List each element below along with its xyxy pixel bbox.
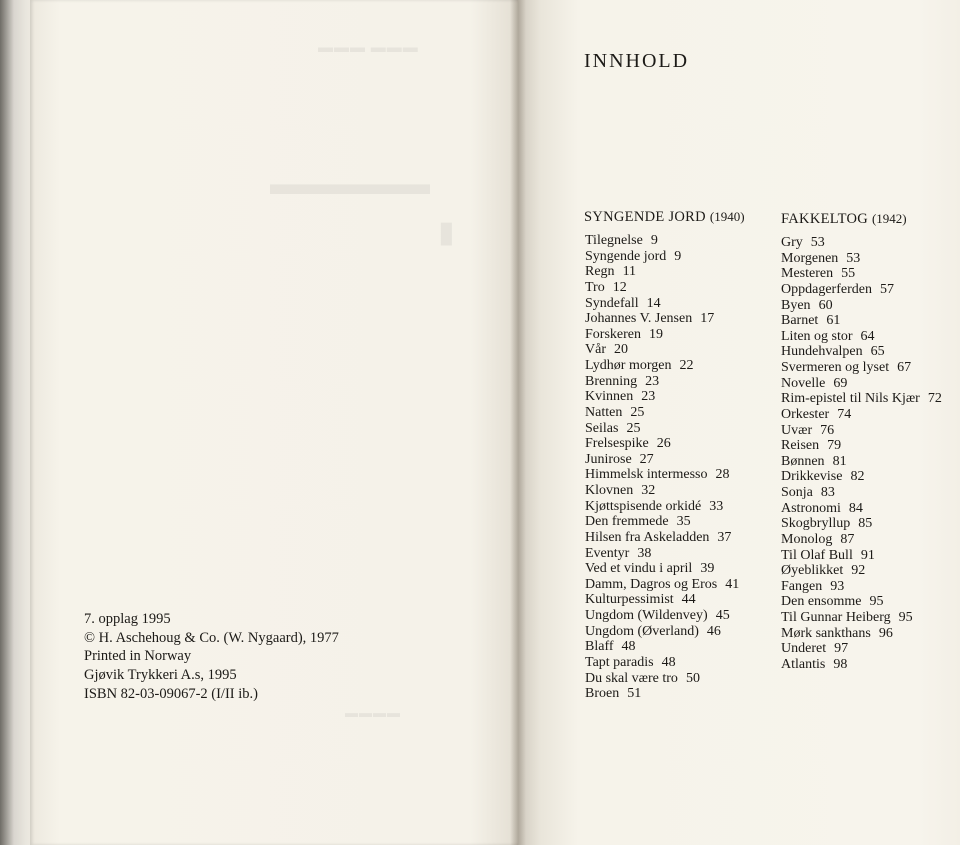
entry-title: Oppdagerferden <box>781 281 872 297</box>
entry-title: Liten og stor <box>781 328 853 344</box>
colophon-line: ISBN 82-03-09067-2 (I/II ib.) <box>84 685 258 702</box>
toc-entry <box>781 438 942 454</box>
toc-entry <box>585 592 739 608</box>
toc-entry <box>781 391 942 407</box>
entry-title: Syndefall <box>585 295 639 311</box>
toc-entry <box>585 280 739 296</box>
toc-entry <box>585 421 739 437</box>
entry-title: Morgenen <box>781 250 839 266</box>
entry-title: Tilegnelse <box>585 233 643 248</box>
entry-page-number: 87 <box>840 531 855 547</box>
contents-title: INNHOLD <box>584 50 690 72</box>
toc-entry <box>585 436 739 452</box>
entry-page-number: 57 <box>879 281 894 297</box>
entry-title: Seilas <box>585 420 619 436</box>
entry-page-number: 45 <box>715 608 730 623</box>
toc-entry <box>781 501 942 517</box>
entry-page-number: 95 <box>898 610 913 625</box>
entry-title: Regn <box>585 264 615 280</box>
entry-page-number: 33 <box>709 498 724 514</box>
entry-page-number: 32 <box>641 483 656 498</box>
entry-page-number: 41 <box>725 576 740 592</box>
entry-title: Himmelsk intermesso <box>585 467 708 483</box>
entry-page-number: 11 <box>622 264 637 280</box>
toc-entry <box>585 358 739 374</box>
entry-title: Kulturpessimist <box>585 592 674 608</box>
toc-entry <box>781 251 942 267</box>
toc-entry <box>585 561 739 577</box>
entry-title: Mørk sankthans <box>781 625 871 641</box>
entry-title: Natten <box>585 404 623 420</box>
entry-page-number: 25 <box>630 404 645 420</box>
toc-entry <box>585 452 739 468</box>
entry-page-number: 79 <box>827 438 842 454</box>
entry-title: Frelsespike <box>585 436 649 452</box>
entry-title: Brenning <box>585 373 638 389</box>
entry-title: Ungdom (Øverland) <box>585 623 699 639</box>
entry-page-number: 85 <box>858 516 873 532</box>
entry-title: Ungdom (Wildenvey) <box>585 608 708 623</box>
entry-page-number: 83 <box>820 485 835 500</box>
entry-page-number: 27 <box>639 451 654 467</box>
entry-title: Bønnen <box>781 453 825 469</box>
entry-page-number: 64 <box>860 328 875 344</box>
entry-page-number: 12 <box>612 279 627 295</box>
toc-entry <box>585 639 739 655</box>
entry-page-number: 61 <box>826 313 841 329</box>
toc-entry <box>781 282 942 298</box>
entry-page-number: 26 <box>656 436 671 452</box>
colophon-line: Gjøvik Trykkeri A.s, 1995 <box>84 667 237 684</box>
entry-page-number: 28 <box>715 467 730 483</box>
toc-entry <box>585 327 739 343</box>
toc-entry <box>585 233 739 249</box>
toc-entry <box>585 655 739 671</box>
toc-entry <box>781 298 942 314</box>
entry-title: Tapt paradis <box>585 654 654 670</box>
toc-entry <box>781 376 942 392</box>
section-title: FAKKELTOG <box>781 211 869 227</box>
entry-title: Junirose <box>585 451 632 467</box>
entry-page-number: 93 <box>830 578 845 594</box>
entry-page-number: 37 <box>717 529 732 545</box>
colophon <box>84 610 339 704</box>
colophon-line: © H. Aschehoug & Co. (W. Nygaard), 1977 <box>84 629 339 646</box>
colophon-line: 7. opplag 1995 <box>84 611 171 627</box>
toc-entry <box>781 344 942 360</box>
toc-entry <box>781 266 942 282</box>
entry-title: Underet <box>781 641 827 657</box>
entry-title: Byen <box>781 297 811 313</box>
entry-title: Fangen <box>781 578 823 594</box>
entry-title: Orkester <box>781 406 830 422</box>
entry-title: Du skal være tro <box>585 670 678 686</box>
entry-title: Til Gunnar Heiberg <box>781 610 891 625</box>
entry-title: Skogbryllup <box>781 516 851 532</box>
toc-entry <box>781 548 942 564</box>
toc-entry <box>585 389 739 405</box>
entry-page-number: 96 <box>878 625 893 641</box>
entry-page-number: 25 <box>626 420 641 436</box>
entry-page-number: 53 <box>846 250 861 266</box>
toc-entry <box>585 374 739 390</box>
entry-page-number: 35 <box>676 514 691 530</box>
entry-page-number: 48 <box>621 639 636 655</box>
entry-page-number: 44 <box>681 592 696 608</box>
entry-page-number: 39 <box>700 561 715 577</box>
toc-entry <box>585 671 739 687</box>
toc-entry <box>781 532 942 548</box>
entry-title: Blaff <box>585 639 614 655</box>
entry-page-number: 9 <box>650 233 658 248</box>
toc-entry <box>781 485 942 501</box>
entry-page-number: 72 <box>927 391 942 407</box>
entry-title: Monolog <box>781 531 833 547</box>
section-heading <box>584 209 745 226</box>
entry-title: Novelle <box>781 375 826 391</box>
entry-title: Hilsen fra Askeladden <box>585 529 710 545</box>
entry-title: Broen <box>585 686 620 702</box>
toc-entry <box>585 264 739 280</box>
toc-entry <box>585 499 739 515</box>
entry-page-number: 23 <box>641 389 656 405</box>
colophon-line: Printed in Norway <box>84 648 192 665</box>
entry-page-number: 53 <box>810 235 825 250</box>
entry-title: Rim-epistel til Nils Kjær <box>781 391 920 407</box>
toc-entry <box>585 546 739 562</box>
entry-page-number: 81 <box>832 453 847 469</box>
toc-entry <box>781 423 942 439</box>
entry-page-number: 50 <box>685 670 700 686</box>
entry-title: Den fremmede <box>585 514 669 530</box>
toc-entry <box>585 342 739 358</box>
entry-title: Astronomi <box>781 500 841 516</box>
entry-page-number: 9 <box>674 248 682 264</box>
entry-title: Forskeren <box>585 326 641 342</box>
show-through-mark: ▬▬▬▬▬ <box>270 165 430 201</box>
toc-entry <box>781 641 942 657</box>
left-page <box>30 0 518 845</box>
book-gutter <box>510 0 526 845</box>
entry-title: Johannes V. Jensen <box>585 311 693 327</box>
entry-title: Klovnen <box>585 483 634 498</box>
entry-page-number: 92 <box>851 563 866 579</box>
toc-entry <box>585 577 739 593</box>
entry-page-number: 60 <box>818 297 833 313</box>
toc-entry <box>781 579 942 595</box>
entry-page-number: 46 <box>706 623 721 639</box>
entry-page-number: 51 <box>627 686 642 702</box>
toc-entry <box>781 360 942 376</box>
toc-entry <box>781 235 942 251</box>
toc-entry <box>781 469 942 485</box>
entry-title: Barnet <box>781 313 819 329</box>
toc-entry <box>781 454 942 470</box>
toc-entry <box>781 313 942 329</box>
toc-entry <box>585 624 739 640</box>
entry-title: Gry <box>781 235 803 250</box>
toc-entry <box>585 249 739 265</box>
toc-entry <box>585 514 739 530</box>
entry-page-number: 48 <box>661 654 676 670</box>
toc-entry <box>781 407 942 423</box>
entry-title: Tro <box>585 279 605 295</box>
toc-list <box>781 235 942 673</box>
entry-page-number: 20 <box>614 342 628 358</box>
entry-title: Damm, Dagros og Eros <box>585 576 718 592</box>
entry-title: Hundehvalpen <box>781 344 863 360</box>
toc-entry <box>781 329 942 345</box>
entry-title: Uvær <box>781 422 813 438</box>
entry-page-number: 22 <box>679 358 694 373</box>
entry-title: Ved et vindu i april <box>585 561 693 577</box>
toc-entry <box>585 296 739 312</box>
toc-entry <box>585 467 739 483</box>
entry-title: Eventyr <box>585 545 630 561</box>
entry-page-number: 55 <box>841 266 856 282</box>
entry-title: Kvinnen <box>585 389 634 405</box>
entry-title: Lydhør morgen <box>585 358 672 373</box>
entry-page-number: 65 <box>870 344 885 360</box>
entry-title: Øyeblikket <box>781 563 844 579</box>
entry-title: Atlantis <box>781 656 826 672</box>
toc-entry <box>585 530 739 546</box>
entry-title: Vår <box>585 342 606 358</box>
entry-page-number: 76 <box>820 422 835 438</box>
toc-entry <box>585 686 739 702</box>
entry-page-number: 17 <box>700 311 715 327</box>
entry-title: Mesteren <box>781 266 834 282</box>
entry-title: Kjøttspisende orkidé <box>585 498 702 514</box>
entry-title: Reisen <box>781 438 820 454</box>
entry-page-number: 84 <box>848 500 863 516</box>
toc-entry <box>781 610 942 626</box>
toc-list <box>585 233 739 702</box>
entry-title: Svermeren og lyset <box>781 360 890 375</box>
entry-page-number: 82 <box>850 469 865 485</box>
toc-entry <box>585 483 739 499</box>
toc-entry <box>585 311 739 327</box>
entry-page-number: 23 <box>645 373 660 389</box>
toc-entry <box>585 608 739 624</box>
entry-page-number: 95 <box>869 594 884 610</box>
entry-page-number: 98 <box>833 656 848 672</box>
toc-entry <box>585 405 739 421</box>
toc-entry <box>781 626 942 642</box>
entry-page-number: 74 <box>837 406 852 422</box>
section-year: (1942) <box>871 211 907 226</box>
section-title: SYNGENDE JORD <box>584 209 706 225</box>
show-through-mark: ▮ <box>438 216 455 249</box>
entry-page-number: 38 <box>637 545 652 561</box>
entry-title: Den ensomme <box>781 594 862 610</box>
show-through-mark: ▬▬▬ ▬▬▬ <box>318 40 419 56</box>
entry-page-number: 14 <box>646 295 661 311</box>
entry-page-number: 69 <box>833 375 848 391</box>
toc-entry <box>781 516 942 532</box>
show-through-mark: ▬▬▬▬ <box>345 705 401 720</box>
entry-title: Sonja <box>781 485 813 500</box>
entry-title: Til Olaf Bull <box>781 547 853 563</box>
entry-page-number: 19 <box>649 326 663 342</box>
entry-title: Syngende jord <box>585 248 667 264</box>
section-year: (1940) <box>709 209 745 224</box>
entry-title: Drikkevise <box>781 469 843 485</box>
toc-entry <box>781 563 942 579</box>
section-heading <box>781 211 907 228</box>
entry-page-number: 67 <box>897 360 912 375</box>
toc-entry <box>781 594 942 610</box>
entry-page-number: 97 <box>834 641 849 657</box>
toc-entry <box>781 657 942 673</box>
entry-page-number: 91 <box>860 547 875 563</box>
